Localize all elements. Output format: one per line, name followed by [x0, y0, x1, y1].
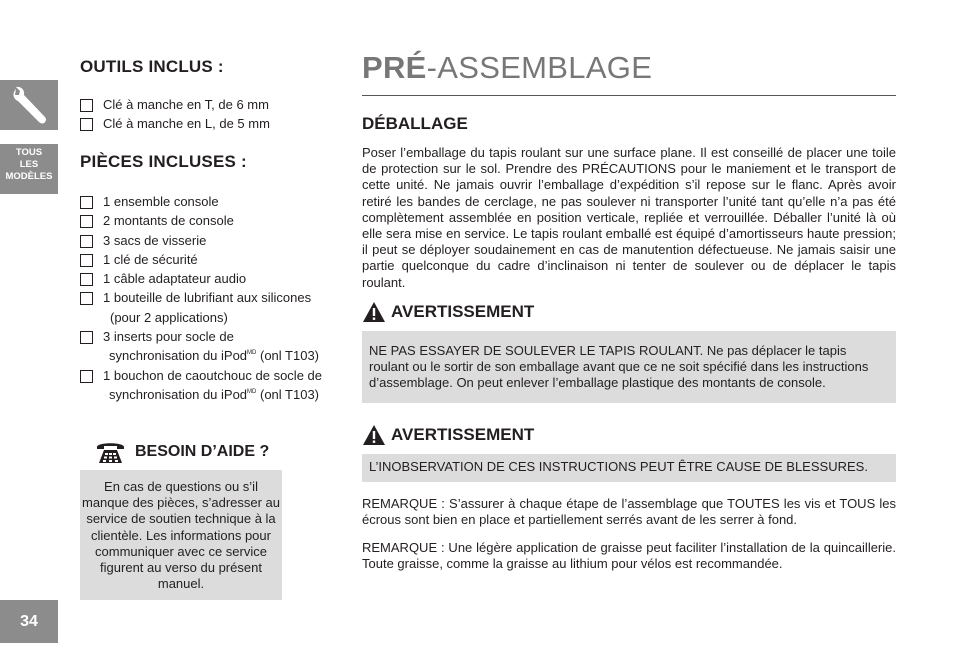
wrench-icon — [10, 85, 48, 125]
warning-box: NE PAS ESSAYER DE SOULEVER LE TAPIS ROULANT. Ne pas déplacer le tapis roulant ou le sortir de son emballage avant que ce ne soit spécifié dans les instructions d’assemblage. On peut enlever l’emballage plastique des montants de console. — [362, 331, 896, 403]
page-number: 34 — [0, 600, 58, 643]
part-item: 1 bouchon de caoutchouc de socle de — [80, 368, 350, 387]
parts-checklist — [80, 194, 350, 406]
note-paragraph: REMARQUE : Une légère application de graisse peut faciliter l’installation de la quincaillerie. Toute graisse, comme la graisse au lithium pour vélos est recommandée. — [362, 540, 896, 572]
help-heading: BESOIN D’AIDE ? — [135, 443, 270, 460]
part-item: 1 clé de sécurité — [80, 252, 350, 271]
warning-heading-row — [362, 424, 534, 446]
warning-heading: AVERTISSEMENT — [391, 425, 535, 444]
tool-item: Clé à manche en L, de 5 mm — [80, 116, 350, 135]
part-item: 2 montants de console — [80, 213, 350, 232]
help-heading-row — [96, 440, 269, 464]
warning-box: L’INOBSERVATION DE CES INSTRUCTIONS PEUT ÊTRE CAUSE DE BLESSURES. — [362, 454, 896, 482]
part-item-continuation: (pour 2 applications) — [110, 309, 228, 325]
note-paragraph: REMARQUE : S’assurer à chaque étape de l’assemblage que TOUTES les vis et TOUS les écrous sont bien en place et partiellement serrés avant de les serrer à fond. — [362, 496, 896, 528]
part-item-continuation: synchronisation du iPod$^{MD}$ (onl T103) — [109, 348, 320, 364]
sidebar-tab-all-models — [0, 144, 58, 194]
models-line-1: TOUS — [15, 147, 43, 158]
part-item: 1 ensemble console — [80, 194, 350, 213]
unpacking-heading: DÉBALLAGE — [362, 114, 468, 133]
checkbox — [80, 292, 93, 305]
models-line-3: MODÈLES — [5, 171, 53, 182]
checkbox — [80, 273, 93, 286]
checkbox — [80, 118, 93, 131]
part-item: 1 câble adaptateur audio — [80, 271, 350, 290]
models-line-2: LES — [19, 159, 39, 170]
part-item-continuation: synchronisation du iPod$^{MD}$ (onl T103) — [109, 386, 320, 402]
part-item: 3 inserts pour socle de — [80, 329, 350, 348]
checkbox — [80, 331, 93, 344]
telephone-icon — [96, 440, 125, 464]
checkbox — [80, 99, 93, 112]
checkbox — [80, 196, 93, 209]
warning-triangle-icon — [362, 301, 386, 323]
part-item: 3 sacs de visserie — [80, 233, 350, 252]
checkbox — [80, 370, 93, 383]
unpacking-text: Poser l’emballage du tapis roulant sur une surface plane. Il est conseillé de placer une toile de protection sur le sol. Prendre des PRÉCAUTIONS pour le maniement et le transport de cette unité. Ne jamais ouvrir l’emballage d’expédition s’il repose sur le flanc. Après avoir retiré les bandes de cerclage, ne pas soulever ni transporter l’unité tant qu’elle n’a pas été complètement assemblée en position verticale, repliée et verrouillée. Déballer l’unité là où elle sera mise en service. Le tapis roulant emballé est équipé d’amortisseurs haute pression; il peut se déployer soudainement en cas de manutention défectueuse. Ne jamais saisir une partie quelconque du cadre d’inclinaison ni tenter de soulever ou de déplacer le tapis roulant. — [362, 145, 896, 290]
tools-checklist — [80, 97, 350, 136]
page-title: PRÉ-ASSEMBLAGE — [362, 50, 653, 85]
title-divider — [362, 95, 896, 96]
warning-triangle-icon — [362, 424, 386, 446]
checkbox — [80, 215, 93, 228]
warning-heading-row — [362, 301, 534, 323]
checkbox — [80, 235, 93, 248]
part-item: 1 bouteille de lubrifiant aux silicones — [80, 290, 350, 309]
tool-item: Clé à manche en T, de 6 mm — [80, 97, 350, 116]
sidebar-tab-tools — [0, 80, 58, 130]
checkbox — [80, 254, 93, 267]
help-box: En cas de questions ou s’il manque des pièces, s’adresser au service de soutien technique à la clientèle. Les informations pour communiquer avec ce service figurent au verso du présent manuel. — [80, 470, 282, 600]
tools-heading: OUTILS INCLUS : — [80, 57, 224, 76]
parts-heading: PIÈCES INCLUSES : — [80, 152, 247, 171]
warning-heading: AVERTISSEMENT — [391, 302, 535, 321]
